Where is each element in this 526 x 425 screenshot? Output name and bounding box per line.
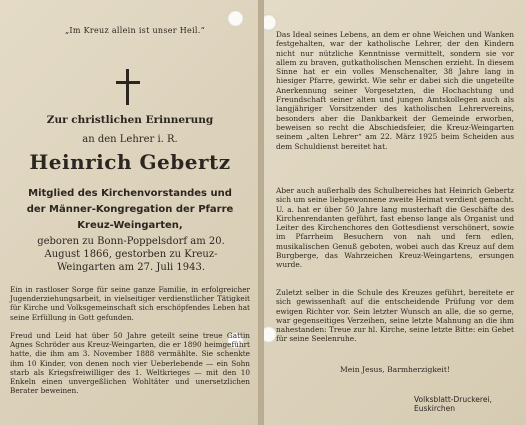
printer-imprint: Volksblatt-Druckerei, Euskirchen: [414, 395, 492, 413]
closing-prayer: Mein Jesus, Barmherzigkeit!: [340, 365, 450, 374]
service-paragraph: Aber auch außerhalb des Schulbereiches hat Heinrich Gebertz sich um seine liebgewonnene zweite Heimat verdient gemacht. U. a. hat er über 50 Jahre lang musterhaft die Geschäfte des Kirchenrendanten geführt, fast ebenso lange als Organist und Leiter des Kirchenchores den Gottesdienst verschönert, sowie im Pfarrheim Besuchern von nah und fern edlen, musikalischen Genuß geboten, wobei auch das Kreuz auf dem Burgberge, das Wahrzeichen Kreuz-Weingartens, ersungen wurde.: [276, 186, 514, 270]
roles-line: Mitglied des Kirchenvorstandes und: [28, 188, 232, 199]
deceased-name: Heinrich Gebertz: [29, 150, 231, 174]
punch-hole: [227, 10, 244, 27]
intro-subheading: an den Lehrer i. R.: [82, 134, 178, 145]
life-dates: [20, 235, 242, 274]
latin-cross-icon: [116, 69, 140, 105]
biography-paragraph: Ein in rastloser Sorge für seine ganze Familie, in erfolgreicher Jugenderziehungsarbeit, in vielseitiger verdienstlicher Tätigkeit für Kirche und Volksgemeinschaft sich erschöpfendes Leben hat seine Erfüllung in Gott gefunden.: [10, 285, 250, 322]
intro-heading: Zur christlichen Erinnerung: [46, 114, 214, 126]
dates-line: geboren zu Bonn-Poppelsdorf am 20.: [37, 236, 225, 247]
dates-line: Weingarten am 27. Juli 1943.: [56, 262, 206, 273]
punch-hole: [263, 14, 277, 31]
roles-line: Kreuz-Weingarten,: [77, 220, 183, 231]
dates-line: August 1866, gestorben zu Kreuz-: [44, 249, 218, 260]
family-paragraph: Freud und Leid hat über 50 Jahre geteilt seine treue Gattin Agnes Schröder aus Kreuz-Weingarten, die er 1890 heimgeführt hatte, die ihm am 3. November 1888 vermählte. Sie schenkte ihm 10 Kinder, von denen noch vier Ueberlebende — ein Sohn starb als Kriegsfreiwilliger des 1. Weltkrieges — mit den 10 Enkeln einen unvergeßlichen Wohltäter und unersetzlichen Berater beweinen.: [10, 331, 250, 396]
epigraph-quote: „Im Kreuz allein ist unser Heil.“: [64, 26, 206, 35]
memorial-card-front: [0, 0, 259, 425]
roles-block: [14, 186, 246, 234]
final-paragraph: Zuletzt selber in die Schule des Kreuzes geführt, bereitete er sich gewissenhaft auf die entscheidende Prüfung vor dem ewigen Richter vor. Sein letzter Wunsch an alle, die so gerne, war gegenseitiges Verzeihen, seine letzte Mahnung an die ihm nahestanden: Treue zur hl. Kirche, seine letzte Bitte: ein Gebet für seine Seelenruhe.: [276, 288, 514, 344]
ideal-paragraph: Das Ideal seines Lebens, an dem er ohne Weichen und Wanken festgehalten, war der katholische Lehrer, der den Kindern nicht nur nützliche Kenntnisse vermittelt, sondern sie vor allem zu braven, gutkatholischen Menschen erzieht. In diesem Sinne hat er ein volles Menschenalter, 38 Jahre lang in hiesiger Pfarre, gewirkt. Wie sehr er dabei sich die ungeteilte Anerkennung seiner Vorgesetzten, die Hochachtung und Freundschaft seiner alten und jungen Amtskollegen auch als langjähriger Vorsitzender des katholischen Lehrervereins, besonders aber die Dankbarkeit der Gemeinde erworben, beweisen so recht die Abschiedsfeier, die Kreuz-Weingarten seinem „alten Lehrer“ am 22. März 1925 beim Scheiden aus dem Schuldienst bereitet hat.: [276, 30, 514, 151]
punch-hole: [263, 326, 277, 343]
roles-line: der Männer-Kongregation der Pfarre: [26, 204, 234, 215]
memorial-card-back: [263, 0, 526, 425]
